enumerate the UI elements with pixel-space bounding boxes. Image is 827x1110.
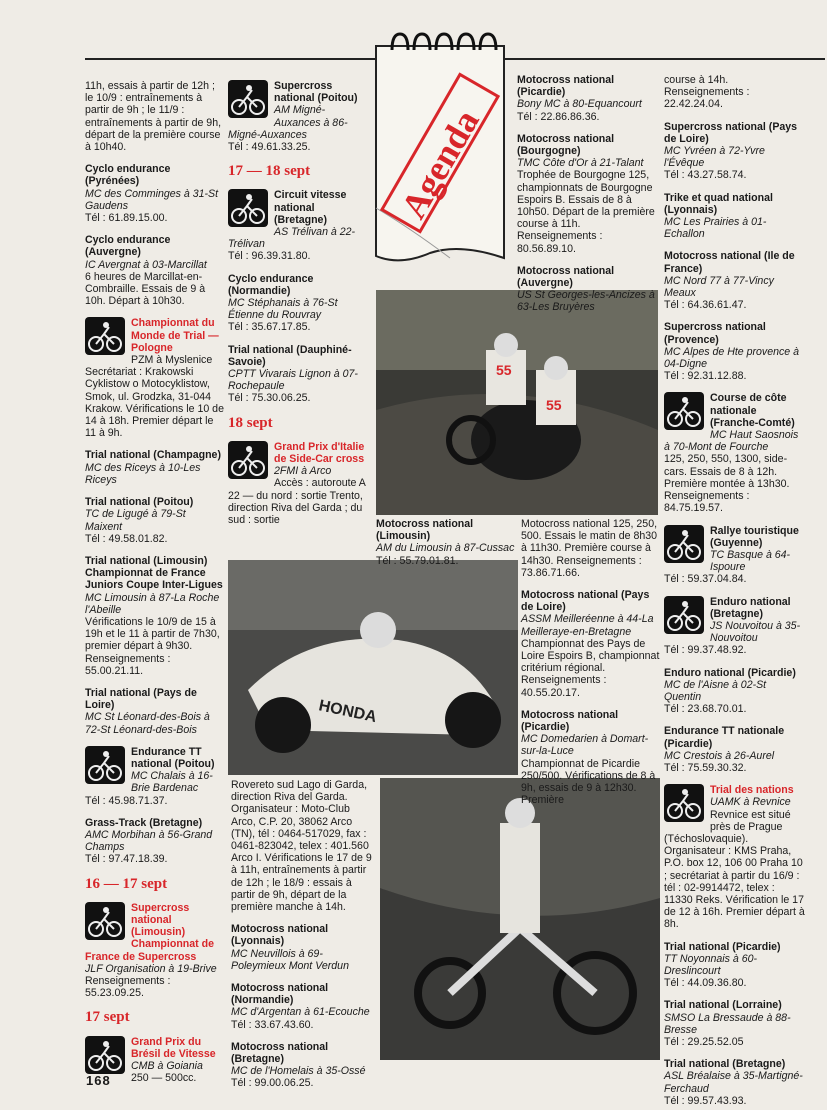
- entry-title: Motocross national (Pays de Loire): [521, 589, 650, 614]
- entry-info: Accès : autoroute A 22 — du nord : sortie Trento, direction Riva del Garda ; du sud : sortie: [228, 477, 366, 527]
- entry-organizer: MC Neuvillois à 69-Poleymieux Mont Verdun: [231, 947, 349, 972]
- agenda-entry: [664, 725, 806, 774]
- entry-title: Rallye touristique (Guyenne): [710, 524, 799, 549]
- entry-info: Tél : 99.00.06.25.: [231, 1077, 314, 1090]
- entry-info: Tél : 61.89.15.00.: [85, 212, 168, 225]
- entry-title: Supercross national (Pays de Loire): [664, 120, 798, 145]
- entry-info: Tél : 64.36.61.47.: [664, 299, 747, 312]
- entry-info: Tél : 55.79.01.81.: [376, 554, 459, 567]
- agenda-entry: [228, 273, 368, 334]
- entry-organizer: Bony MC à 80-Equancourt: [517, 98, 642, 111]
- column-1: [85, 80, 225, 1094]
- entry-title: Trial national (Champagne): [85, 449, 221, 462]
- agenda-entry: [664, 121, 806, 182]
- entry-title: Grand Prix du Brésil de Vitesse: [131, 1035, 216, 1060]
- motorbike-icon: [664, 784, 704, 822]
- entry-title: Cyclo endurance (Pyrénées): [85, 163, 171, 188]
- entry-info: Tél : 22.86.86.36.: [517, 110, 600, 123]
- entry-title: Trial national (Limousin) Championnat de France Juniors Coupe Inter-Ligues: [85, 554, 223, 592]
- entry-organizer: MC Alpes de Hte provence à 04-Digne: [664, 345, 800, 371]
- agenda-entry: [231, 982, 376, 1031]
- entry-title: Trial national (Bretagne): [664, 1058, 786, 1071]
- agenda-entry: [85, 163, 225, 224]
- entry-title: Grass-Track (Bretagne): [85, 816, 203, 829]
- entry-info: Tél : 97.47.18.39.: [85, 853, 168, 866]
- entry-title: Championnat du Monde de Trial — Pologne: [131, 317, 219, 354]
- entry-title: Trial national (Pays de Loire): [85, 686, 197, 712]
- agenda-entry: [664, 596, 806, 657]
- entry-info: Championnat de Picardie 250/500. Vérifications de 8 à 9h, essais de 9 à 12h30. Première: [521, 757, 656, 807]
- entry-organizer: AS Trélivan à 22-Trélivan: [228, 226, 356, 251]
- agenda-entry: [228, 80, 368, 153]
- entry-organizer: SMSO La Bressaude à 88-Bresse: [664, 1011, 791, 1036]
- entry-text: 11h, essais à partir de 12h ; le 10/9 : entraînements à partir de 9h ; le 11/9 : entraînements à partir de 9h, départ de la première course à 10h40.: [85, 80, 222, 154]
- entry-organizer: TT Noyonnais à 60-Dreslincourt: [664, 952, 758, 977]
- entry-organizer: AMC Morbihan à 56-Grand Champs: [85, 828, 213, 854]
- entry-title: Endurance TT national (Poitou): [131, 745, 215, 770]
- date-heading: 18 sept: [228, 414, 273, 431]
- motorbike-icon: [664, 596, 704, 634]
- entry-info: Tél : 43.27.58.74.: [664, 169, 747, 182]
- entry-organizer: MC Crestois à 26-Aurel: [664, 749, 775, 762]
- entry-organizer: MC St Léonard-des-Bois à 72-St Léonard-des-Bois: [85, 711, 210, 736]
- entry-title: Motocross national (Bourgogne): [517, 132, 615, 158]
- entry-title: Trial des nations: [710, 784, 794, 797]
- entry-organizer: CMB à Goiania: [131, 1060, 203, 1073]
- entry-organizer: MC de l'Homelais à 35-Ossé: [231, 1065, 366, 1078]
- entry-info: Championnat des Pays de Loire Espoirs B, championnat critérium régional. Renseignements : 40.55.20.17.: [521, 637, 660, 699]
- agenda-entry: [231, 1041, 376, 1090]
- agenda-entry: [85, 317, 225, 439]
- entry-title: Supercross national (Limousin) Championnat de France de Supercross: [85, 901, 214, 963]
- entry-organizer: US St Georges-les-Ancizes à 63-Les Bruyères: [517, 289, 655, 314]
- agenda-entry: [85, 449, 225, 486]
- entry-title: Trike et quad national (Lyonnais): [664, 191, 773, 216]
- entry-info: Tél : 75.30.06.25.: [228, 392, 311, 405]
- entry-organizer: MC d'Argentan à 61-Ecouche: [231, 1006, 370, 1019]
- entry-info: Tél : 59.37.04.84.: [664, 573, 747, 586]
- entry-organizer: TC de Ligugé à 79-St Maixent: [85, 508, 186, 533]
- motorbike-icon: [664, 392, 704, 430]
- agenda-entry: [664, 525, 806, 586]
- entry-info: Vérifications le 10/9 de 15 à 19h et le 11 à partir de 7h30, premier départ à 9h30. Renseignements : 55.00.21.11.: [85, 615, 220, 677]
- agenda-entry: [376, 518, 516, 567]
- entry-info: PZM à Myslenice Secrétariat : Krakowski Cyklistow o Motocyklistow, Smok, ul. Grodzka, 31-044 Krakow. Vérifications le 10 de 14 à 18h. Premier départ le 11 à 9h.: [85, 354, 224, 440]
- entry-info: 125, 250, 550, 1300, side-cars. Essais de 8 à 12h. Première montée à 13h30. Renseignements : 84.75.19.57.: [664, 453, 790, 515]
- entry-title: Grand Prix d'Italie de Side-Car cross: [274, 440, 365, 466]
- entry-text: Rovereto sud Lago di Garda, direction Riva del Garda. Organisateur : Moto-Club Arco, C.P. 20, 38062 Arco (TN), tél : 0464-517029, fax : 0461-823042, telex : 401.560 Arco I. Vérifications le 17 de 9 à 11h, entraînements à partir de 12h ; le 18/9 : essais à partir de 9h, départ de la première manche à 14h.: [231, 779, 372, 914]
- photo-honda: [228, 560, 518, 775]
- agenda-entry: [228, 189, 368, 262]
- entry-title: Endurance TT nationale (Picardie): [664, 725, 785, 750]
- agenda-entry: [521, 518, 661, 579]
- entry-organizer: IC Avergnat à 03-Marcillat: [85, 258, 207, 271]
- motorbike-icon: [85, 317, 125, 355]
- entry-info: Tél : 92.31.12.88.: [664, 370, 747, 383]
- entry-info: Tél : 99.57.43.93.: [664, 1094, 747, 1107]
- entry-info: Renseignements : 55.23.09.25.: [85, 975, 171, 1000]
- svg-text:55: 55: [496, 362, 512, 378]
- column-3b: [521, 518, 661, 816]
- entry-organizer: MC Haut Saosnois à 70-Mont de Fourche: [664, 429, 799, 454]
- entry-organizer: TC Basque à 64-Ispoure: [710, 548, 791, 574]
- entry-organizer: MC Stéphanais à 76-St Étienne du Rouvray: [228, 297, 338, 322]
- column-2b: [231, 779, 376, 1100]
- entry-title: Motocross national (Bretagne): [231, 1040, 329, 1066]
- agenda-entry: [228, 344, 368, 405]
- entry-info: Tél : 99.37.48.92.: [664, 644, 747, 657]
- agenda-entry: [521, 589, 661, 699]
- agenda-entry: [85, 817, 225, 866]
- agenda-entry: [85, 687, 225, 736]
- page-number: 168: [86, 1073, 111, 1088]
- motorbike-icon: [228, 80, 268, 118]
- agenda-entry: [517, 74, 657, 123]
- entry-organizer: ASL Bréalaise à 35-Martigné-Ferchaud: [664, 1070, 803, 1095]
- entry-info: Trophée de Bourgogne 125, championnats de Bourgogne Espoirs B. Essais de 8 à 10h50. Départ de la première course à 11h. Renseignements : 80.56.89.10.: [517, 169, 655, 255]
- entry-organizer: AM Migné-Auxances à 86-Migné-Auxances: [228, 104, 348, 141]
- agenda-title: Agenda: [393, 102, 487, 226]
- agenda-entry: [664, 999, 806, 1048]
- entry-organizer: MC de l'Aisne à 02-St Quentin: [664, 678, 767, 703]
- entry-title: Circuit vitesse national (Bretagne): [274, 189, 347, 226]
- agenda-entry: [517, 133, 657, 255]
- agenda-notepad: [370, 28, 510, 268]
- agenda-entry: [231, 923, 376, 972]
- agenda-entry: [85, 496, 225, 545]
- svg-text:HONDA: HONDA: [317, 697, 379, 727]
- entry-info: Tél : 33.67.43.60.: [231, 1018, 314, 1031]
- agenda-entry: [664, 321, 806, 382]
- entry-text: course à 14h. Renseignements : 22.42.24.04.: [664, 74, 750, 111]
- entry-title: Motocross national (Picardie): [517, 74, 615, 99]
- date-heading: 16 — 17 sept: [85, 875, 168, 892]
- entry-organizer: MC des Comminges à 31-St Gaudens: [85, 187, 219, 212]
- entry-info: Tél : 49.61.33.25.: [228, 141, 311, 154]
- agenda-entry: [664, 192, 806, 241]
- agenda-entry: [664, 392, 806, 514]
- entry-title: Trial national (Picardie): [664, 940, 781, 953]
- agenda-entry: [664, 667, 806, 716]
- agenda-entry: [85, 746, 225, 807]
- entry-organizer: AM du Limousin à 87-Cussac: [376, 542, 515, 555]
- motorbike-icon: [85, 902, 125, 940]
- entry-organizer: CPTT Vivarais Lignon à 07-Rochepaule: [228, 368, 358, 393]
- photo-sidecar: [376, 290, 658, 515]
- entry-info: Tél : 44.09.36.80.: [664, 977, 747, 990]
- motorbike-icon: [664, 525, 704, 563]
- entry-title: Motocross national (Picardie): [521, 708, 619, 734]
- entry-organizer: MC des Riceys à 10-Les Riceys: [85, 461, 201, 486]
- entry-title: Cyclo endurance (Normandie): [228, 272, 314, 297]
- entry-organizer: MC Domedarien à Domart-sur-la-Luce: [521, 733, 649, 758]
- date-heading: 17 — 18 sept: [228, 163, 311, 180]
- agenda-entry: [664, 250, 806, 311]
- entry-info: Tél : 35.67.17.85.: [228, 321, 311, 334]
- entry-title: Enduro national (Picardie): [664, 666, 796, 679]
- date-heading: 17 sept: [85, 1009, 130, 1026]
- agenda-entry: [664, 1058, 806, 1107]
- entry-info: Tél : 23.68.70.01.: [664, 703, 747, 716]
- agenda-entry: [85, 902, 225, 1000]
- photo-trial: [380, 778, 660, 1060]
- agenda-entry: [664, 784, 806, 930]
- entry-title: Enduro national (Bretagne): [710, 595, 791, 620]
- entry-title: Motocross national (Ile de France): [664, 250, 795, 275]
- entry-organizer: MC Chalais à 16-Brie Bardenac: [131, 770, 213, 795]
- entry-info: Tél : 45.98.71.37.: [85, 794, 168, 807]
- entry-info: Tél : 75.59.30.32.: [664, 761, 747, 774]
- agenda-entry: [521, 709, 661, 807]
- entry-organizer: MC Nord 77 à 77-Vincy Meaux: [664, 274, 774, 300]
- entry-title: Course de côte nationale (Franche-Comté): [710, 392, 795, 429]
- entry-organizer: JLF Organisation à 19-Brive: [85, 962, 217, 975]
- entry-title: Trial national (Poitou): [85, 496, 194, 509]
- agenda-entry: [228, 441, 368, 526]
- agenda-entry: [85, 555, 225, 677]
- entry-info: 6 heures de Marcillat-en-Combraille. Essais de 9 à 10h. Départ à 10h30.: [85, 270, 206, 308]
- column-3-top: [517, 74, 657, 324]
- column-3-mid: [376, 518, 516, 577]
- column-2: [228, 80, 368, 536]
- entry-organizer: MC Yvréen à 72-Yvre l'Évêque: [664, 145, 765, 170]
- motorbike-icon: [85, 746, 125, 784]
- entry-organizer: ASSM Meilleréenne à 44-La Meilleraye-en-Bretagne: [521, 613, 654, 638]
- entry-info: 250 — 500cc.: [131, 1072, 197, 1085]
- entry-title: Motocross national (Lyonnais): [231, 923, 329, 948]
- entry-title: Motocross national (Normandie): [231, 982, 329, 1007]
- svg-text:55: 55: [546, 397, 562, 413]
- entry-info: Revnice est situé près de Prague (Téchoslovaquie). Organisateur : KMS Praha, P.O. box 12, 106 00 Praha 10 ; secrétariat à partir du 16/9 : tél : 02-9914472, telex : 11330 Reks. Vérification le 17 de 12 à 16h. Premier départ à 8h.: [664, 808, 805, 931]
- column-4: [664, 74, 806, 1110]
- entry-organizer: UAMK à Revnice: [710, 796, 791, 809]
- entry-organizer: MC Limousin à 87-La Roche l'Abeille: [85, 591, 220, 616]
- entry-title: Supercross national (Provence): [664, 321, 766, 346]
- agenda-entry: [517, 265, 657, 314]
- entry-text: Motocross national 125, 250, 500. Essais le matin de 8h30 à 11h30. Première course à 14h30. Renseignements : 73.86.71.66.: [521, 518, 658, 579]
- agenda-entry: [85, 234, 225, 307]
- entry-title: Trial national (Dauphiné-Savoie): [228, 343, 352, 368]
- entry-organizer: JS Nouvoitou à 35-Nouvoitou: [710, 619, 801, 645]
- entry-title: Supercross national (Poitou): [274, 80, 358, 105]
- motorbike-icon: [85, 1036, 125, 1074]
- entry-organizer: TMC Côte d'Or à 21-Talant: [517, 157, 644, 170]
- entry-info: Tél : 29.25.52.05: [664, 1036, 744, 1049]
- motorbike-icon: [228, 441, 268, 479]
- motorbike-icon: [228, 189, 268, 227]
- agenda-entry: [664, 74, 806, 111]
- entry-organizer: 2FMI à Arco: [274, 465, 332, 478]
- entry-title: Cyclo endurance (Auvergne): [85, 234, 171, 259]
- entry-info: Tél : 49.58.01.82.: [85, 532, 168, 545]
- entry-title: Motocross national (Limousin): [376, 518, 474, 543]
- agenda-entry: [85, 80, 225, 153]
- agenda-entry: [664, 941, 806, 990]
- agenda-entry: [231, 779, 376, 913]
- entry-organizer: MC Les Prairies à 01-Echallon: [664, 216, 767, 241]
- entry-info: Tél : 96.39.31.80.: [228, 250, 311, 263]
- entry-title: Motocross national (Auvergne): [517, 264, 615, 290]
- entry-title: Trial national (Lorraine): [664, 999, 782, 1012]
